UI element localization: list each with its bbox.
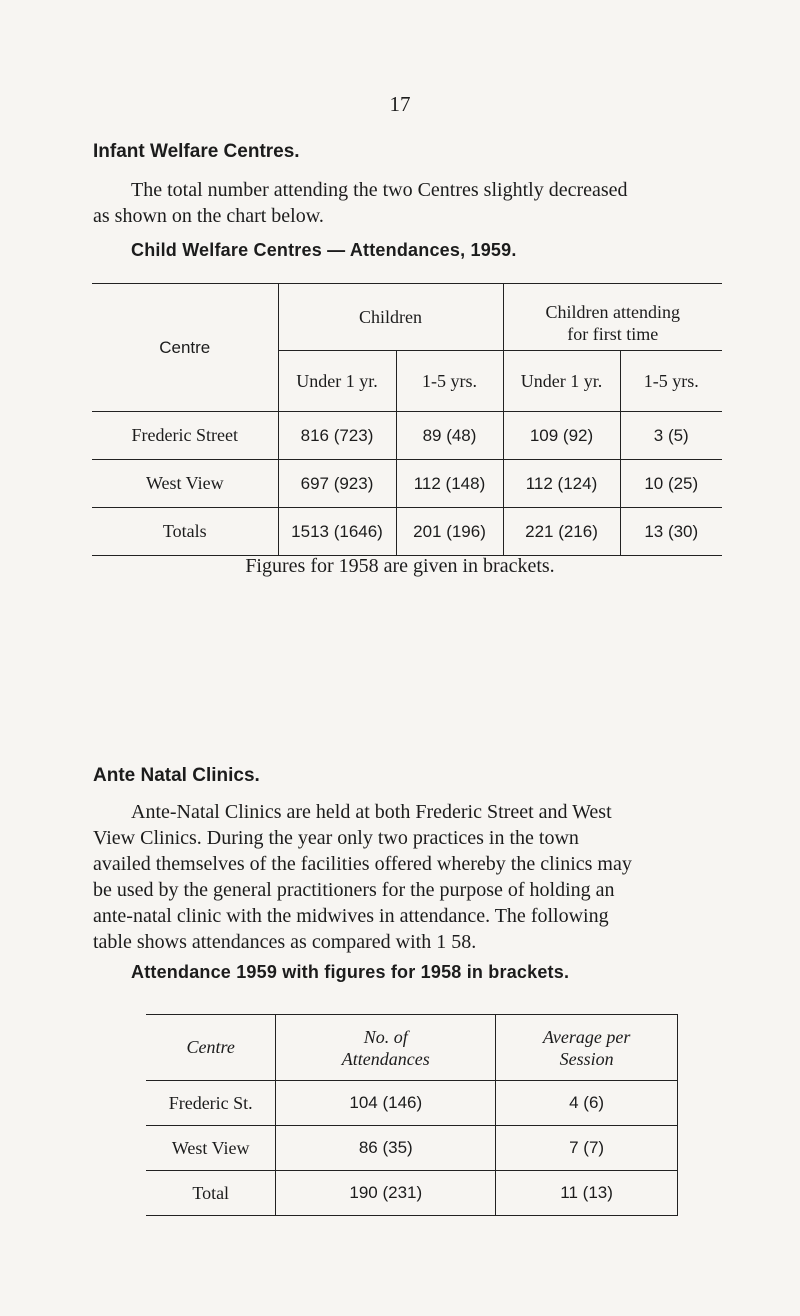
paragraph-infant-welfare [93, 177, 715, 229]
column-group-children: Children [278, 284, 503, 351]
page-number: 17 [389, 92, 411, 116]
cell-attendances: 104 (146) [276, 1081, 496, 1126]
column-header-first-under1: Under 1 yr. [503, 351, 620, 412]
header-line: Children attending [545, 302, 680, 322]
paragraph-line: as shown on the chart below. [93, 205, 324, 227]
paragraph-line: table shows attendances as compared with 1 58. [93, 931, 477, 953]
paragraph-line: availed themselves of the facilities offered whereby the clinics may [93, 853, 632, 875]
cell-children-under1: 816 (723) [278, 412, 396, 460]
table-row-total [146, 1171, 678, 1216]
cell-average: 7 (7) [496, 1126, 678, 1171]
column-header-first-1to5: 1-5 yrs. [620, 351, 722, 412]
cell-children-1to5: 89 (48) [396, 412, 503, 460]
table-caption-child-welfare: Child Welfare Centres — Attendances, 1959. [131, 240, 517, 260]
paragraph-line: The total number attending the two Centres slightly decreased [131, 179, 628, 201]
column-header-attendances [276, 1015, 496, 1081]
section-heading-infant-welfare: Infant Welfare Centres. [93, 141, 300, 162]
cell-centre: Frederic Street [92, 412, 278, 460]
column-header-children-1to5: 1-5 yrs. [396, 351, 503, 412]
table-row [92, 460, 722, 508]
paragraph-line: View Clinics. During the year only two practices in the town [93, 827, 579, 849]
table-row [146, 1126, 678, 1171]
header-line: Session [559, 1048, 614, 1069]
header-line: for first time [567, 324, 659, 344]
paragraph-ante-natal [93, 799, 715, 955]
cell-average: 11 (13) [496, 1171, 678, 1216]
cell-centre: Totals [92, 508, 278, 556]
cell-average: 4 (6) [496, 1081, 678, 1126]
table-row-totals [92, 508, 722, 556]
table-note-brackets: Figures for 1958 are given in brackets. [245, 555, 555, 577]
child-welfare-attendance-table [92, 283, 722, 556]
header-line: Average per [542, 1026, 631, 1047]
cell-centre: Total [146, 1171, 276, 1216]
cell-centre: Frederic St. [146, 1081, 276, 1126]
header-line: Attendances [341, 1048, 430, 1069]
column-header-centre: Centre [146, 1015, 276, 1081]
table-row [92, 412, 722, 460]
section-heading-ante-natal: Ante Natal Clinics. [93, 765, 260, 786]
header-line: No. of [363, 1026, 408, 1047]
paragraph-line: be used by the general practitioners for the purpose of holding an [93, 879, 615, 901]
cell-centre: West View [146, 1126, 276, 1171]
cell-centre: West View [92, 460, 278, 508]
cell-first-1to5: 10 (25) [620, 460, 722, 508]
paragraph-line: Ante-Natal Clinics are held at both Frederic Street and West [131, 801, 612, 823]
cell-children-under1: 1513 (1646) [278, 508, 396, 556]
column-header-centre: Centre [92, 284, 278, 412]
column-header-children-under1: Under 1 yr. [278, 351, 396, 412]
table-row [146, 1081, 678, 1126]
cell-attendances: 190 (231) [276, 1171, 496, 1216]
ante-natal-attendance-table [146, 1014, 678, 1216]
cell-first-under1: 112 (124) [503, 460, 620, 508]
cell-first-under1: 221 (216) [503, 508, 620, 556]
column-group-first-time [503, 284, 722, 351]
paragraph-line: ante-natal clinic with the midwives in attendance. The following [93, 905, 609, 927]
column-header-average [496, 1015, 678, 1081]
cell-first-1to5: 13 (30) [620, 508, 722, 556]
cell-first-under1: 109 (92) [503, 412, 620, 460]
cell-children-1to5: 112 (148) [396, 460, 503, 508]
table-caption-ante-natal: Attendance 1959 with figures for 1958 in brackets. [131, 962, 570, 982]
cell-attendances: 86 (35) [276, 1126, 496, 1171]
cell-children-1to5: 201 (196) [396, 508, 503, 556]
cell-children-under1: 697 (923) [278, 460, 396, 508]
cell-first-1to5: 3 (5) [620, 412, 722, 460]
